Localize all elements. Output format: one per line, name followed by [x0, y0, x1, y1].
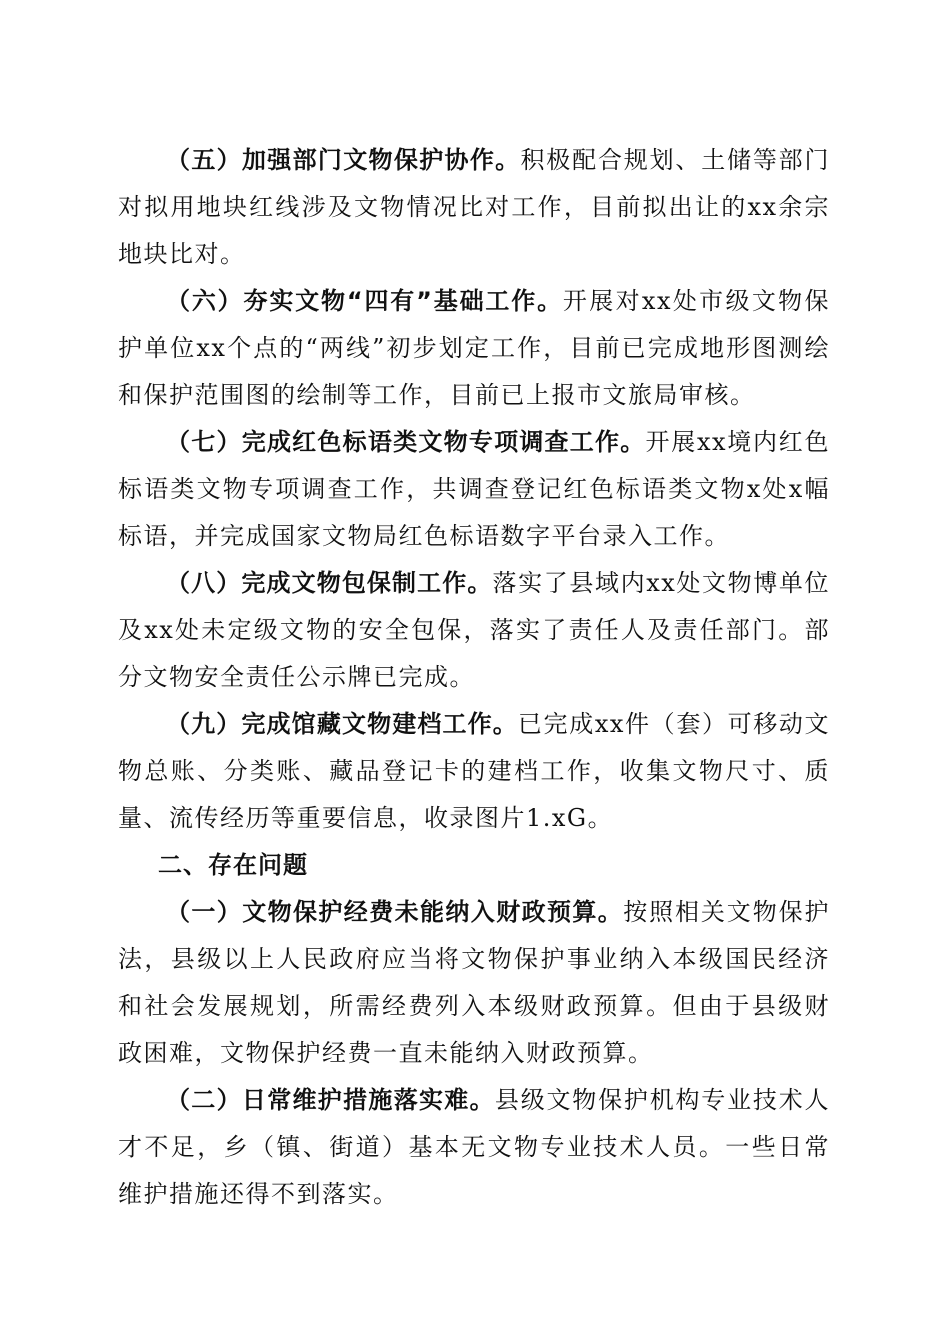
paragraph-lead: （六）夯实文物“四有”基础工作。: [166, 287, 563, 315]
paragraph-7: [118, 419, 830, 560]
paragraph-lead: （八）完成文物包保制工作。: [166, 569, 493, 597]
problem-paragraph-1: [118, 889, 830, 1077]
paragraph-8: [118, 560, 830, 701]
section-heading-problems: 二、存在问题: [158, 851, 308, 879]
paragraph-text: 落实了县域内xx处文物博单位及xx处未定级文物的安全包保，落实了责任人及责任部门。部分文物安全责任公示牌已完成。: [118, 569, 831, 691]
paragraph-text: 按照相关文物保护法，县级以上人民政府应当将文物保护事业纳入本级国民经济和社会发展规划，所需经费列入本级财政预算。但由于县级财政困难，文物保护经费一直未能纳入财政预算。: [118, 898, 831, 1067]
paragraph-lead: （五）加强部门文物保护协作。: [166, 146, 521, 174]
paragraph-text: 开展对xx处市级文物保护单位xx个点的“两线”初步划定工作，目前已完成地形图测绘和保护范围图的绘制等工作，目前已上报市文旅局审核。: [118, 287, 830, 409]
paragraph-lead: （七）完成红色标语类文物专项调查工作。: [166, 428, 646, 456]
problem-paragraph-2: [118, 1077, 830, 1218]
paragraph-5: [118, 137, 830, 278]
paragraph-text: 县级文物保护机构专业技术人才不足，乡（镇、街道）基本无文物专业技术人员。一些日常维护措施还得不到落实。: [118, 1086, 831, 1208]
paragraph-6: [118, 278, 830, 419]
paragraph-text: 已完成xx件（套）可移动文物总账、分类账、藏品登记卡的建档工作，收集文物尺寸、质量、流传经历等重要信息，收录图片1.xG。: [118, 710, 830, 832]
paragraph-lead: （二）日常维护措施落实难。: [166, 1086, 495, 1114]
paragraph-lead: （一）文物保护经费未能纳入财政预算。: [166, 898, 624, 926]
document-body: [118, 137, 830, 1218]
paragraph-text: 开展xx境内红色标语类文物专项调查工作，共调查登记红色标语类文物x处x幅标语，并完成国家文物局红色标语数字平台录入工作。: [118, 428, 830, 550]
paragraph-lead: （九）完成馆藏文物建档工作。: [166, 710, 518, 738]
paragraph-9: [118, 701, 830, 842]
paragraph-text: 积极配合规划、土储等部门对拟用地块红线涉及文物情况比对工作，目前拟出让的xx余宗地块比对。: [118, 146, 831, 268]
